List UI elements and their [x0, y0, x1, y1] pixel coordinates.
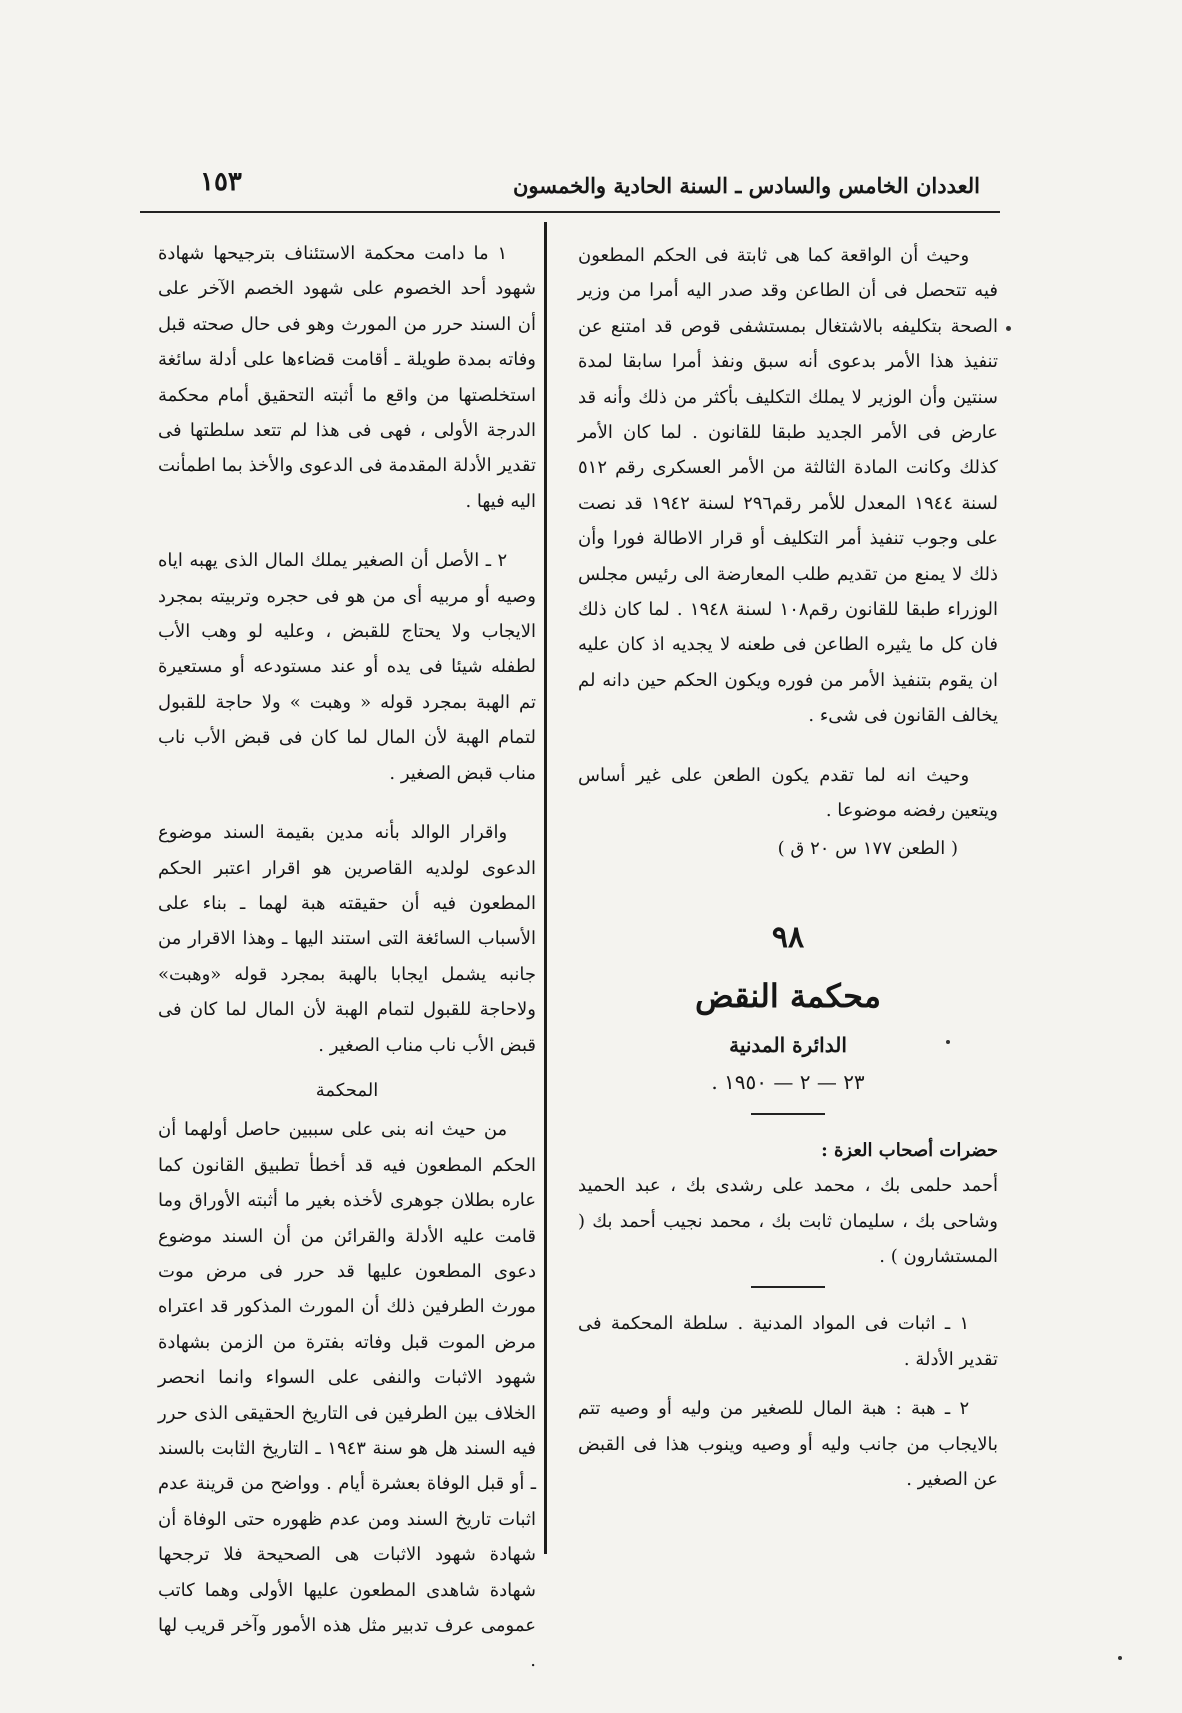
headnote: ١ ـ اثبات فى المواد المدنية . سلطة المحكمة فى تقدير الأدلة . — [578, 1313, 998, 1370]
body-paragraph: وحيث انه لما تقدم يكون الطعن على غير أساس ويتعين رفضه موضوعا . — [578, 764, 998, 822]
headnote: ٢ ـ هبة : هبة المال للصغير من وليه أو وصيه تتم بالايجاب من جانب وليه أو وصيه وينوب هذا فى القبض عن الصغير . — [578, 1398, 998, 1490]
scan-speck — [946, 1040, 950, 1044]
circuit-name: الدائرة المدنية — [729, 1032, 847, 1057]
body-paragraph: من حيث انه بنى على سببين حاصل أولهما أن الحكم المطعون فيه قد أخطأ تطبيق القانون كما عاره بطلان جوهرى لأخذه بغير ما أثبته الأوراق وما قامت عليه الأدلة والقرائن من أن السند موضوع دعوى المطعون عليها قد حرر فى مرض موت مورث الطرفين ذلك أن المورث المذكور قد اعتراه مرض الموت قبل وفاته بفترة من الزمن بشهادة شهود الاثبات والنفى على السواء وانما انحصر الخلاف بين الطرفين فى التاريخ الحقيقى الذى حرر فيه السند هل هو سنة ١٩٤٣ ـ التاريخ الثابت بالسند ـ أو قبل الوفاة بعشرة أيام . وواضح من قرينة عدم اثبات تاريخ السند ومن عدم ظهوره حتى الوفاة أن شهادة شهود الاثبات هى الصحيحة فلا ترجحها شهادة شاهدى المطعون عليها الأولى وهما كاتب عمومى عرف تدبير مثل هذه الأمور وآخر قريب لها . — [158, 1119, 536, 1672]
scan-speck — [1118, 1656, 1122, 1660]
body-paragraph: ٢ ـ الأصل أن الصغير يملك المال الذى يهبه اياه وصيه أو مربيه أى من هو فى حجره وتربيته بمجرد الايجاب ولا يحتاج للقبض ، وعليه لو وهب الأب لطفله شيئا فى يده أو عند مستودعه أو مستعيرة تم الهبة بمجرد قوله « وهبت » ولا حاجة للقبول لتمام الهبة لأن المال لما كان فى قبض الأب ناب مناب قبض الصغير . — [158, 550, 536, 784]
court-name: محكمة النقض — [695, 976, 881, 1015]
scan-speck — [1006, 326, 1011, 331]
section-rule — [751, 1286, 825, 1288]
journal-title: العددان الخامس والسادس ـ السنة الحادية والخمسون — [513, 173, 980, 198]
section-title: المحكمة — [315, 1079, 379, 1101]
judges-list: أحمد حلمى بك ، محمد على رشدى بك ، عبد الحميد وشاحى بك ، سليمان ثابت بك ، محمد نجيب أحمد بك ( المستشارون ) . — [578, 1175, 998, 1267]
right-column — [578, 238, 998, 1497]
column-divider — [544, 222, 547, 1554]
judgment-date: ٢٣ — ٢ — ١٩٥٠ . — [711, 1070, 865, 1095]
page-header — [140, 165, 1000, 213]
body-paragraph: واقرار الوالد بأنه مدين بقيمة السند موضوع الدعوى لولديه القاصرين هو اقرار اعتبر الحكم المطعون فيه أن حقيقته هبة لهما ـ بناء على الأسباب السائغة التى استند اليها ـ وهذا الاقرار من جانبه يشمل ايجابا بالهبة بمجرد قوله «وهبت» ولاحاجة للقبول لتمام الهبة لأن المال لما كان فى قبض الأب ناب مناب الصغير . — [158, 822, 536, 1056]
case-number: ٩٨ — [771, 919, 805, 955]
body-paragraph: وحيث أن الواقعة كما هى ثابتة فى الحكم المطعون فيه تتحصل فى أن الطاعن وقد صدر اليه أمرا من وزير الصحة بتكليفه بالاشتغال بمستشفى قوص قد امتنع عن تنفيذ هذا الأمر بدعوى أنه سبق ونفذ أمرا سابقا لمدة سنتين وأن الوزير لا يملك التكليف بأكثر من ذلك وأنه قد عارض فى الأمر الجديد طبقا للقانون . لما كان الأمر كذلك وكانت المادة الثالثة من الأمر العسكرى رقم ٥١٢ لسنة ١٩٤٤ المعدل للأمر رقم٢٩٦ لسنة ١٩٤٢ قد نصت على وجوب تنفيذ أمر التكليف أو قرار الاطالة فورا وأن ذلك لا يمنع من تقديم طلب المعارضة الى رئيس مجلس الوزراء طبقا للقانون رقم١٠٨ لسنة ١٩٤٨ . لما كان ذلك فان كل ما يثيره الطاعن فى طعنه لا يجديه اذ كان عليه ان يقوم بتنفيذ الأمر من فوره ويكون الحكم حين دانه لم يخالف القانون فى شىء . — [578, 245, 999, 727]
page-number: ١٥٣ — [200, 167, 242, 197]
section-rule — [751, 1113, 825, 1115]
left-column — [158, 236, 536, 1679]
appeal-citation: ( الطعن ١٧٧ س ٢٠ ق ) — [777, 837, 958, 859]
body-paragraph: ١ ما دامت محكمة الاستئناف بترجيحها شهادة شهود أحد الخصوم على شهود الخصم الآخر على أن السند حرر من المورث وهو فى حال صحته قبل وفاته بمدة طويلة ـ أقامت قضاءها على أدلة سائغة استخلصتها من واقع ما أثبته التحقيق أمام محكمة الدرجة الأولى ، فهى فى هذا لم تتعد سلطتها فى تقدير الأدلة المقدمة فى الدعوى والأخذ بما اطمأنت اليه فيها . — [158, 243, 537, 512]
judges-heading: حضرات أصحاب العزة : — [821, 1139, 998, 1161]
